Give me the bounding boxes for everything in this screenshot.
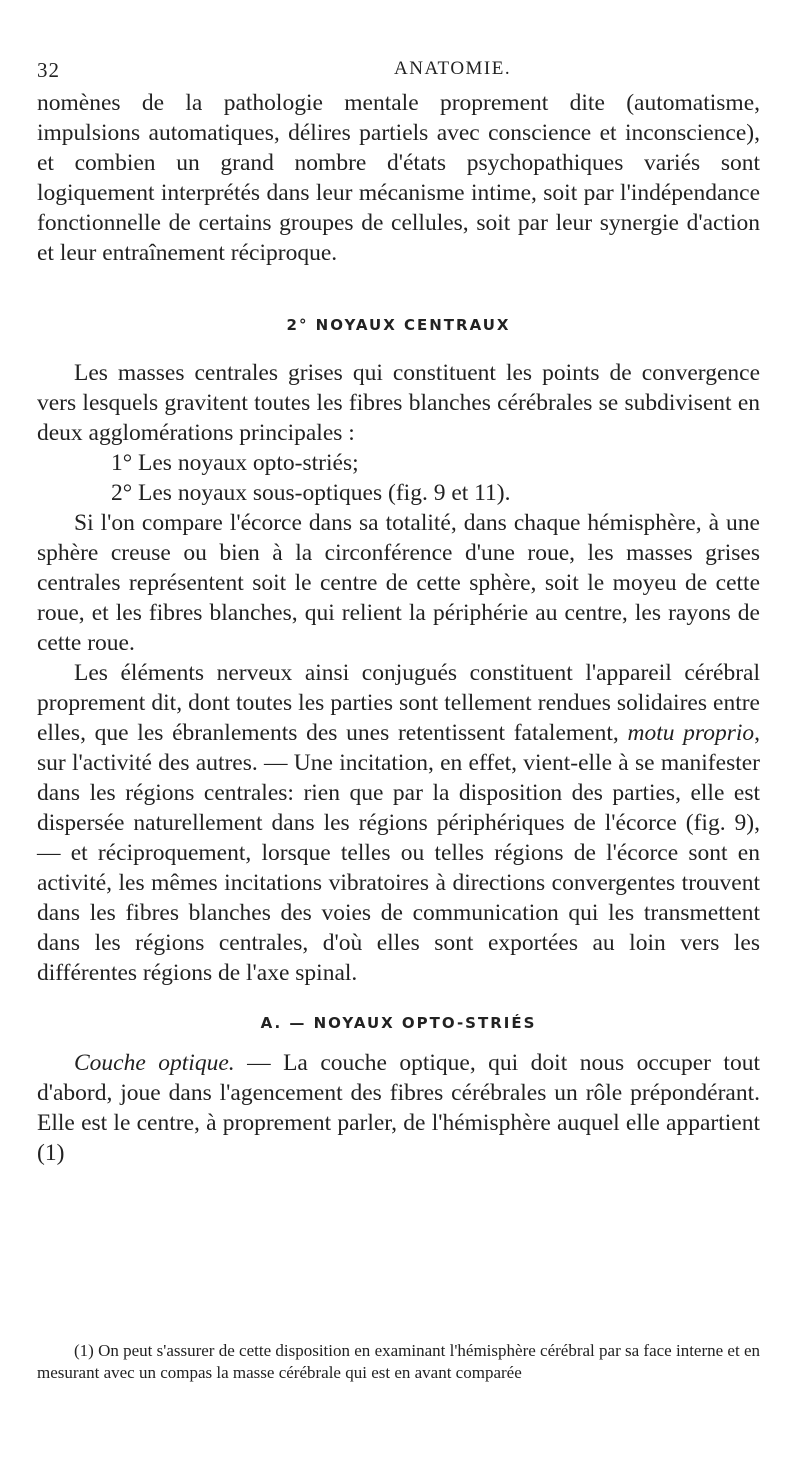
text-run: Les éléments nerveux ainsi conjugués constituent l'appareil cérébral proprement dit, dont toutes les parties sont tellement rendues solidaires entre elles, que les ébranlements des unes retentissent fatalement, (37, 660, 760, 746)
page-number: 32 (37, 58, 60, 82)
paragraph-continuation: nomènes de la pathologie mentale proprement dite (automatisme, impulsions automatiques, délires partiels avec conscience et inconscience), et combien un grand nombre d'états psychopathiques variés sont logiquement interprétés dans leur mécanisme intime, soit par l'indépendance fonctionnelle de certains groupes de cellules, soit par leur synergie d'action et leur entraînement réciproque. (37, 90, 760, 266)
section-heading-opto-stries: A. — NOYAUX OPTO-STRIÉS (260, 1014, 537, 1032)
list-item-opto-stries: 1° Les noyaux opto-striés; (111, 450, 359, 476)
footnote: (1) On peut s'assurer de cette disposition en examinant l'hémisphère cérébral par sa face interne et en mesurant avec un compas la masse cérébrale qui est en avant comparée (37, 1341, 760, 1382)
body-text (37, 88, 760, 1168)
page-header (37, 58, 757, 88)
section-heading-noyaux-centraux: 2° NOYAUX CENTRAUX (286, 316, 511, 334)
paragraph-comparaison-roue: Si l'on compare l'écorce dans sa totalité, dans chaque hémisphère, à une sphère creuse ou bien à la circonférence d'une roue, les masses grises centrales représentent soit le centre de cette sphère, soit le moyeu de cette roue, et les fibres blanches, qui relient la périphérie au centre, les rayons de cette roue. (37, 510, 760, 656)
running-head: ANATOMIE. (394, 58, 512, 79)
paragraph-couche-optique (37, 1048, 760, 1168)
italic-term-motu-proprio: motu proprio (627, 720, 755, 746)
text-run: — La couche optique, qui doit nous occuper tout d'abord, joue dans l'agencement des fibres cérébrales un rôle prépondérant. Elle est le centre, à proprement parler, de l'hémisphère auquel elle appartient (1) (37, 1050, 760, 1166)
paragraph-masses-centrales: Les masses centrales grises qui constituent les points de convergence vers lesquels gravitent toutes les fibres blanches cérébrales se subdivisent en deux agglomérations principales : (37, 360, 760, 446)
paragraph-elements-nerveux (37, 658, 760, 988)
italic-term-couche-optique: Couche optique. (74, 1050, 235, 1076)
list-item-sous-optiques: 2° Les noyaux sous-optiques (fig. 9 et 11). (111, 480, 511, 506)
text-run: , sur l'activité des autres. — Une incitation, en effet, vient-elle à se manifester dans les régions centrales: rien que par la disposition des parties, elle est dispersée naturellement dans les régions périphériques de l'écorce (fig. 9), — et réciproquement, lorsque telles ou telles régions de l'écorce sont en activité, les mêmes incitations vibratoires à directions convergentes trouvent dans les fibres blanches des voies de communication qui les transmettent dans les régions centrales, d'où elles sont exportées au loin vers les différentes régions de l'axe spinal. (37, 720, 761, 986)
